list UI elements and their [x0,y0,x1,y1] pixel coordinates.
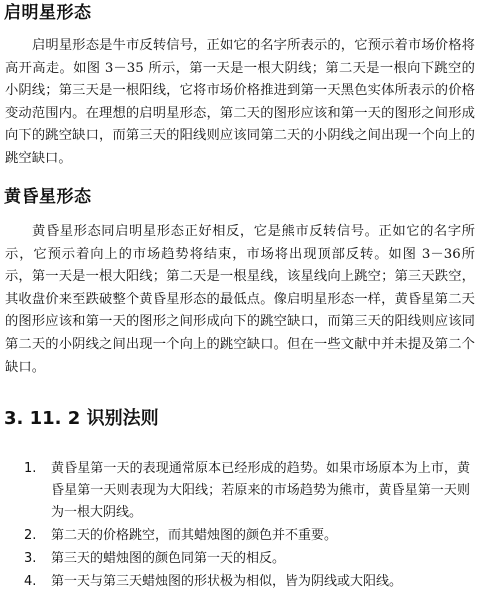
section-heading-recognition-rules: 3. 11. 2 识别法则 [4,408,159,429]
rule-number: 1. [24,461,37,476]
rule-item [24,571,470,593]
evening-star-paragraph: 黄昏星形态同启明星形态正好相反，它是熊市反转信号。正如它的名字所示，它预示着向上的市场趋势将结束，市场将出现顶部反转。如图 3－36所示，第一天是一根大阳线；第二天是一根星线，该星线向上跳空；第三天跌空，其收盘价来至跌破整个黄昏星形态的最低点。像启明星形态一样，黄昏星第二天的图形应该和第一天的图形之间形成向下的跳空缺口，而第三天的阳线则应该同第二天的小阴线之间出现一个向上的跳空缺口。但在一些文献中并未提及第二个缺口。 [5,224,475,375]
evening-star-heading: 黄昏星形态 [4,187,92,207]
rule-text: 黄昏星第一天的表现通常原本已经形成的趋势。如果市场原本为上市，黄昏星第一天则表现为大阳线；若原来的市场趋势为熊市，黄昏星第一天则为一根大阴线。 [51,461,470,520]
rule-text: 第三天的蜡烛图的颜色同第一天的相反。 [51,551,286,566]
morning-star-paragraph: 启明星形态是牛市反转信号，正如它的名字所表示的，它预示着市场价格将高开高走。如图 3－35 所示，第一天是一根大阴线；第二天是一根向下跳空的小阴线；第三天是一根阳线，它将市场价格推进到第一天黑色实体所表示的价格变动范围内。在理想的启明星形态，第二天的图形应该和第一天的图形之间形成向下的跳空缺口，而第三天的阳线则应该同第二天的小阴线之间出现一个向上的跳空缺口。 [5,38,475,166]
morning-star-heading: 启明星形态 [4,3,92,23]
rule-item [24,458,470,524]
rule-number: 4. [24,574,37,589]
recognition-rules-list [24,458,470,593]
rule-text: 第二天的价格跳空，而其蜡烛图的颜色并不重要。 [51,528,338,543]
rule-item [24,525,470,547]
rule-text: 第一天与第三天蜡烛图的形状极为相似，皆为阴线或大阳线。 [51,574,403,589]
rule-number: 3. [24,551,37,566]
rule-item [24,548,470,570]
rule-number: 2. [24,528,37,543]
